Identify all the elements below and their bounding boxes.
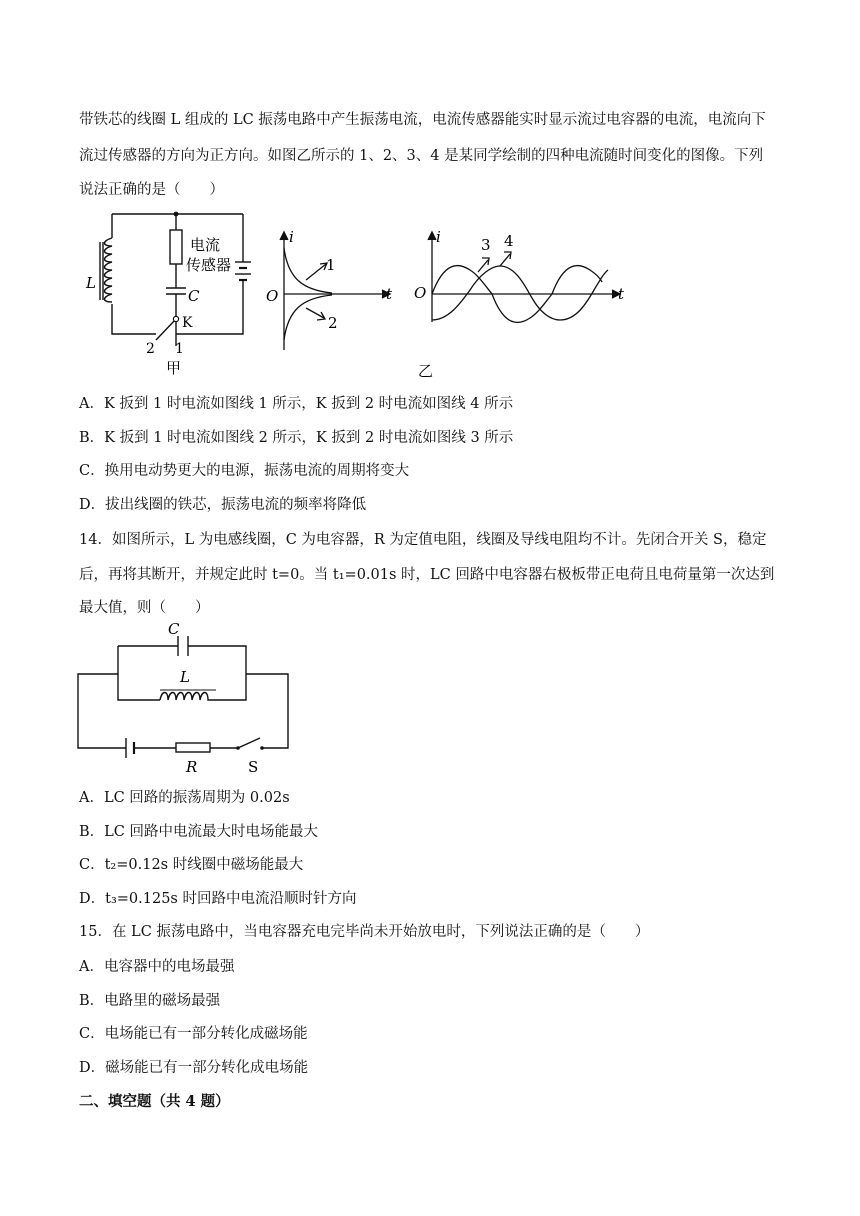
label-sensor-1: 电流 bbox=[190, 236, 221, 254]
caption-yi: 乙 bbox=[418, 362, 434, 380]
q13-option-c[interactable]: C．换用电动势更大的电源，振荡电流的周期将变大 bbox=[79, 463, 410, 479]
label-pos-1: 1 bbox=[175, 341, 184, 357]
label-L: L bbox=[86, 274, 96, 292]
figure-yi-graph-1-2 bbox=[262, 228, 400, 356]
label-curve-3: 3 bbox=[481, 236, 491, 254]
label-curve-2: 2 bbox=[328, 314, 338, 332]
q15-stem: 15．在 LC 振荡电路中，当电容器充电完毕尚未开始放电时，下列说法正确的是（ ） bbox=[79, 924, 650, 940]
label-i: i bbox=[289, 228, 294, 246]
label-C: C bbox=[168, 622, 180, 638]
q13-option-d[interactable]: D．拔出线圈的铁芯，振荡电流的频率将降低 bbox=[79, 497, 367, 513]
label-origin: O bbox=[266, 287, 279, 305]
q14-stem-line-2: 后，再将其断开，并规定此时 t=0。当 t₁=0.01s 时，LC 回路中电容器右极板带正电荷且电荷量第一次达到 bbox=[79, 567, 775, 583]
q13-option-b[interactable]: B．K 扳到 1 时电流如图线 2 所示，K 扳到 2 时电流如图线 3 所示 bbox=[79, 430, 514, 446]
q13-stem-line-2: 流过传感器的方向为正方向。如图乙所示的 1、2、3、4 是某同学绘制的四种电流随时间变化的图像。下列 bbox=[79, 148, 764, 164]
q14-stem-line-3: 最大值，则（ ） bbox=[79, 600, 210, 616]
label-curve-1: 1 bbox=[326, 256, 336, 274]
q15-option-b[interactable]: B．电路里的磁场最强 bbox=[79, 993, 221, 1009]
label-i: i bbox=[436, 228, 441, 246]
caption-jia: 甲 bbox=[166, 359, 182, 377]
q14-option-c[interactable]: C．t₂=0.12s 时线圈中磁场能最大 bbox=[79, 857, 304, 873]
label-R: R bbox=[186, 758, 198, 776]
figure-q14-circuit bbox=[76, 622, 292, 778]
q15-option-c[interactable]: C．电场能已有一部分转化成磁场能 bbox=[79, 1026, 308, 1042]
q15-option-a[interactable]: A．电容器中的电场最强 bbox=[79, 959, 235, 975]
q15-option-d[interactable]: D．磁场能已有一部分转化成电场能 bbox=[79, 1060, 309, 1076]
q13-stem-line-3: 说法正确的是（ ） bbox=[79, 182, 224, 198]
q14-option-d[interactable]: D．t₃=0.125s 时回路中电流沿顺时针方向 bbox=[79, 891, 357, 907]
label-L: L bbox=[180, 668, 190, 686]
label-curve-4: 4 bbox=[504, 232, 514, 250]
figure-yi-graph-3-4 bbox=[408, 228, 634, 382]
figure-jia-circuit bbox=[78, 206, 268, 378]
section-heading: 二、填空题（共 4 题） bbox=[79, 1093, 230, 1110]
label-pos-2: 2 bbox=[146, 341, 155, 357]
q13-option-a[interactable]: A．K 扳到 1 时电流如图线 1 所示，K 扳到 2 时电流如图线 4 所示 bbox=[79, 396, 514, 412]
label-sensor-2: 传感器 bbox=[186, 256, 232, 274]
q14-option-b[interactable]: B．LC 回路中电流最大时电场能最大 bbox=[79, 824, 318, 840]
label-t: t bbox=[386, 285, 393, 303]
label-origin: O bbox=[414, 284, 427, 302]
q13-stem-line-1: 带铁芯的线圈 L 组成的 LC 振荡电路中产生振荡电流，电流传感器能实时显示流过电容器的电流，电流向下 bbox=[79, 112, 766, 128]
label-S: S bbox=[248, 758, 259, 776]
label-K: K bbox=[182, 315, 193, 331]
label-t: t bbox=[618, 285, 625, 303]
q14-stem-line-1: 14．如图所示，L 为电感线圈，C 为电容器，R 为定值电阻，线圈及导线电阻均不计。先闭合开关 S，稳定 bbox=[79, 532, 767, 548]
label-C: C bbox=[188, 287, 200, 305]
q14-option-a[interactable]: A．LC 回路的振荡周期为 0.02s bbox=[79, 790, 290, 806]
